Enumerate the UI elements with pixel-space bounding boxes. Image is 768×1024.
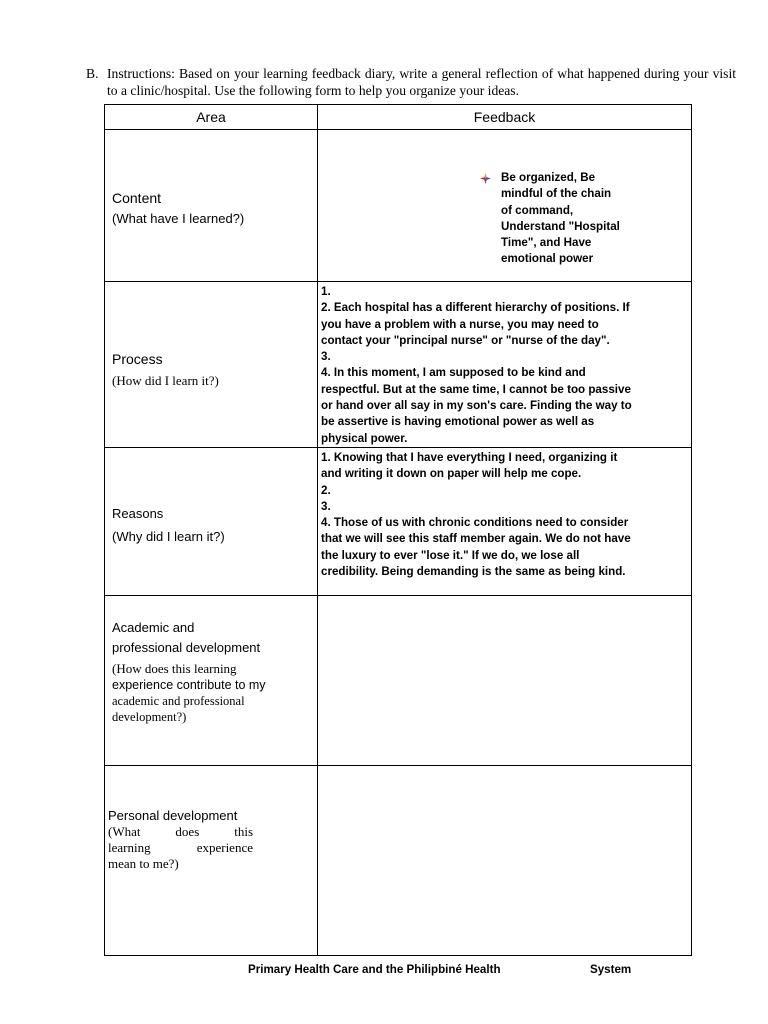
area-title: Content	[112, 189, 162, 206]
area-title-line: professional development	[112, 640, 261, 655]
area-subtitle: (Why did I learn it?)	[112, 528, 225, 544]
feedback-line: contact your "principal nurse" or "nurse of the day".	[321, 333, 610, 347]
area-title-line: Academic and	[112, 620, 195, 635]
feedback-line: 2. Each hospital has a different hierarchy of positions. If	[321, 301, 630, 315]
feedback-line: emotional power	[501, 252, 594, 266]
area-process	[105, 282, 318, 448]
table-row-reasons	[105, 448, 692, 596]
area-subtitle: (What have I learned?)	[112, 210, 245, 226]
feedback-bullet	[501, 170, 661, 268]
feedback-line: that we will see this staff member again. We do not have	[321, 532, 631, 546]
feedback-text	[321, 284, 647, 447]
area-subtitle-line: (How does this learning	[112, 661, 237, 676]
feedback-line: 1. Knowing that I have everything I need, organizing it	[321, 451, 618, 464]
feedback-process[interactable]	[318, 282, 692, 448]
feedback-line: 3.	[321, 499, 331, 513]
feedback-line: Be organized, Be	[501, 171, 596, 184]
feedback-line: mindful of the chain	[501, 187, 612, 201]
area-subtitle: (How did I learn it?)	[112, 372, 219, 388]
feedback-line: or hand over all say in my son's care. Finding the way to	[321, 399, 632, 413]
feedback-line: Understand "Hospital	[501, 219, 620, 233]
feedback-line: 3.	[321, 350, 331, 364]
feedback-personal[interactable]	[318, 766, 692, 956]
area-content	[105, 130, 318, 282]
area-subtitle-line: academic and professional	[112, 694, 245, 708]
area-subtitle-line: learning experience	[108, 840, 253, 855]
area-subtitle-line: experience contribute to my	[112, 678, 266, 692]
footer-right: System	[590, 963, 632, 976]
area-title: Process	[112, 350, 163, 367]
reflection-form-table	[104, 104, 692, 956]
feedback-line: Time", and Have	[501, 236, 592, 250]
area-subtitle-line: (What does this	[108, 824, 253, 839]
feedback-text	[321, 450, 647, 580]
area-subtitle-line: development?)	[112, 710, 187, 724]
feedback-line: be assertive is having emotional power as well as	[321, 415, 595, 429]
area-subtitle-line: mean to me?)	[108, 856, 179, 871]
feedback-line: 4. In this moment, I am supposed to be kind and	[321, 366, 586, 380]
table-row-process	[105, 282, 692, 448]
feedback-line: 2.	[321, 483, 331, 497]
feedback-reasons[interactable]	[318, 448, 692, 596]
feedback-line: 4. Those of us with chronic conditions need to consider	[321, 516, 629, 530]
footer-left: Primary Health Care and the Philipbiné Health	[248, 963, 501, 976]
table-row-personal	[105, 766, 692, 956]
header-area: Area	[105, 105, 318, 130]
instructions-text: Instructions: Based on your learning feedback diary, write a general reflection of what happened during your visit to a clinic/hospital. Use the following form to help you organize your ideas.	[107, 66, 736, 98]
feedback-line: the luxury to ever "lose it." If we do, we lose all	[321, 548, 580, 562]
feedback-line: of command,	[501, 203, 574, 217]
table-row-academic	[105, 596, 692, 766]
feedback-line: respectful. But at the same time, I cannot be too passive	[321, 382, 631, 396]
area-reasons	[105, 448, 318, 596]
table-row-content	[105, 130, 692, 282]
instructions	[86, 65, 736, 99]
area-personal	[105, 766, 318, 956]
diamond-bullet-icon	[480, 173, 491, 184]
area-title: Personal development	[108, 808, 238, 823]
feedback-line: 1.	[321, 285, 331, 298]
area-academic	[105, 596, 318, 766]
feedback-line: physical power.	[321, 431, 408, 445]
feedback-line: you have a problem with a nurse, you may need to	[321, 317, 599, 331]
header-feedback: Feedback	[318, 105, 692, 130]
feedback-text	[501, 170, 661, 268]
section-letter: B.	[86, 66, 99, 81]
feedback-line: and writing it down on paper will help me cope.	[321, 467, 582, 481]
feedback-line: credibility. Being demanding is the same as being kind.	[321, 565, 626, 579]
area-title: Reasons	[112, 505, 164, 521]
feedback-content[interactable]	[318, 130, 692, 282]
feedback-academic[interactable]	[318, 596, 692, 766]
table-header-row	[105, 105, 692, 130]
